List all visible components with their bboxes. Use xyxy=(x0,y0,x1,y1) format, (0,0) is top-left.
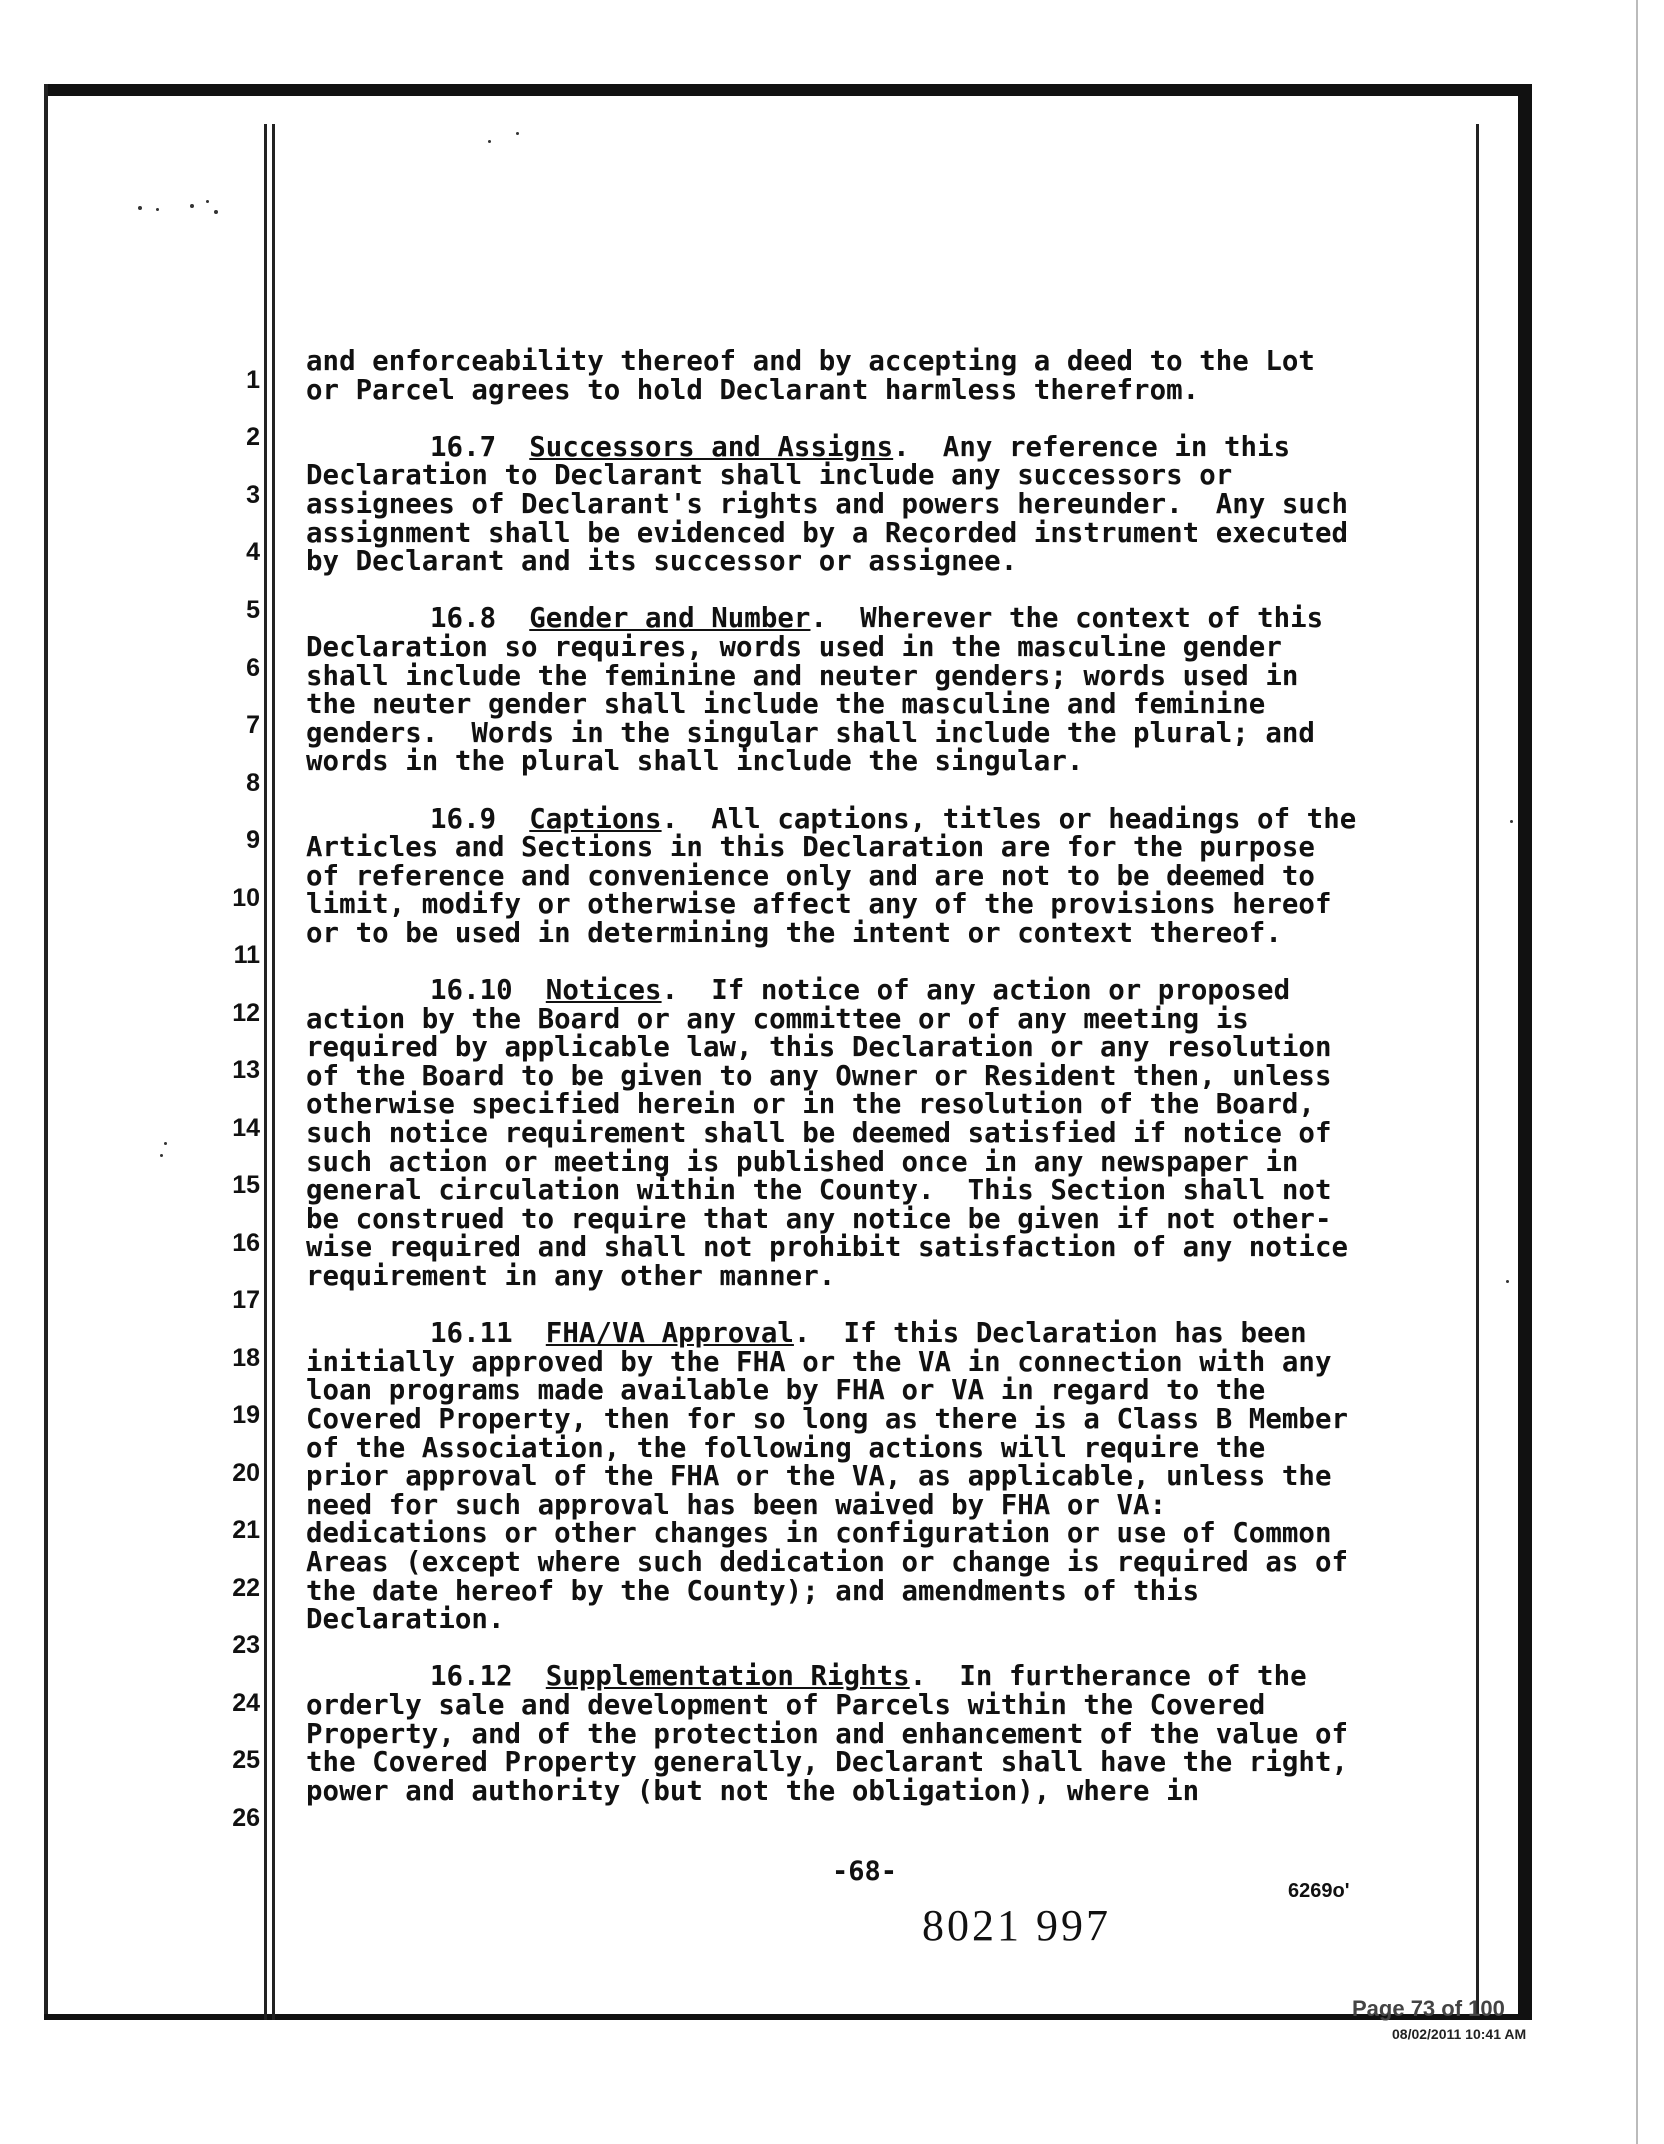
line-number: 18 xyxy=(232,1344,260,1372)
page-frame-top xyxy=(44,84,1530,96)
text-line: Property, and of the protection and enhancement of the value of xyxy=(306,1718,1349,1750)
section-number: 16.7 xyxy=(430,431,497,463)
page-frame-left xyxy=(44,84,48,2020)
section-16-9 xyxy=(306,803,1466,949)
text-line: . All captions, titles or headings of the xyxy=(661,803,1357,835)
left-margin-rule-second xyxy=(272,124,275,2020)
text-line: required by applicable law, this Declaration or any resolution xyxy=(306,1032,1332,1064)
line-number: 5 xyxy=(246,596,260,624)
text-line: or Parcel agrees to hold Declarant harmless therefrom. xyxy=(306,374,1200,406)
section-16-11 xyxy=(306,1320,1466,1635)
scan-speck xyxy=(160,1154,163,1157)
text-line: such action or meeting is published once in any newspaper in xyxy=(306,1146,1299,1178)
section-16-8 xyxy=(306,605,1466,777)
text-line: of the Board to be given to any Owner or Resident then, unless xyxy=(306,1060,1332,1092)
text-line: requirement in any other manner. xyxy=(306,1261,836,1292)
line-number: 16 xyxy=(232,1229,260,1257)
text-line: words in the plural shall include the singular. xyxy=(306,746,1084,778)
scan-speck xyxy=(214,210,218,214)
line-number: 15 xyxy=(232,1171,260,1199)
text-line: Areas (except where such dedication or change is required as of xyxy=(306,1546,1349,1578)
line-number: 14 xyxy=(232,1114,260,1142)
line-number: 9 xyxy=(246,826,260,854)
line-number: 10 xyxy=(232,884,260,912)
text-line: power and authority (but not the obligation), where in xyxy=(306,1775,1200,1807)
text-line: . In furtherance of the xyxy=(909,1661,1307,1693)
text-line: dedications or other changes in configuration or use of Common xyxy=(306,1518,1332,1550)
text-line: otherwise specified herein or in the resolution of the Board, xyxy=(306,1089,1315,1121)
line-number: 25 xyxy=(232,1746,260,1774)
scan-speck xyxy=(1510,820,1513,823)
paragraph-continuation xyxy=(306,348,1466,405)
section-number: 16.9 xyxy=(430,803,497,835)
line-number: 1 xyxy=(246,366,260,394)
section-number: 16.8 xyxy=(430,603,497,635)
text-line: wise required and shall not prohibit satisfaction of any notice xyxy=(306,1232,1349,1264)
line-number: 20 xyxy=(232,1459,260,1487)
scan-speck xyxy=(156,208,159,211)
text-line: general circulation within the County. This Section shall not xyxy=(306,1175,1332,1207)
section-number: 16.11 xyxy=(430,1318,513,1350)
text-line: Declaration. xyxy=(306,1604,505,1636)
text-line: action by the Board or any committee or of any meeting is xyxy=(306,1003,1249,1035)
scan-speck xyxy=(488,140,491,143)
text-line: the date hereof by the County); and amendments of this xyxy=(306,1575,1200,1607)
scan-speck xyxy=(190,204,194,208)
line-number: 19 xyxy=(232,1401,260,1429)
scan-speck xyxy=(206,200,209,203)
text-line: the neuter gender shall include the masculine and feminine xyxy=(306,689,1266,721)
scan-speck xyxy=(516,132,519,135)
document-code: 6269o' xyxy=(1288,1880,1350,1902)
line-number: 21 xyxy=(232,1516,260,1544)
text-line: the Covered Property generally, Declarant shall have the right, xyxy=(306,1747,1349,1779)
text-line: need for such approval has been waived by FHA or VA: xyxy=(306,1489,1167,1521)
section-16-12 xyxy=(306,1663,1466,1806)
line-number: 13 xyxy=(232,1056,260,1084)
line-number: 3 xyxy=(246,481,260,509)
line-number: 4 xyxy=(246,538,260,566)
scan-speck xyxy=(1506,1280,1509,1283)
section-heading: Supplementation Rights xyxy=(545,1661,910,1693)
section-heading: FHA/VA Approval xyxy=(545,1318,794,1350)
text-line: assignment shall be evidenced by a Recorded instrument executed xyxy=(306,517,1349,549)
line-number: 23 xyxy=(232,1631,260,1659)
line-number: 12 xyxy=(232,999,260,1027)
text-line: . Any reference in this xyxy=(893,431,1291,463)
line-number: 26 xyxy=(232,1804,260,1832)
text-line: initially approved by the FHA or the VA in connection with any xyxy=(306,1346,1332,1378)
line-number: 17 xyxy=(232,1286,260,1314)
text-line: assignees of Declarant's rights and powers hereunder. Any such xyxy=(306,488,1349,520)
line-number: 6 xyxy=(246,654,260,682)
text-line: . Wherever the context of this xyxy=(810,603,1324,635)
page-frame-bottom xyxy=(44,2014,1532,2020)
text-line: such notice requirement shall be deemed satisfied if notice of xyxy=(306,1118,1332,1150)
text-line: prior approval of the FHA or the VA, as applicable, unless the xyxy=(306,1461,1332,1493)
page-frame-right xyxy=(1518,84,1532,2014)
text-line: or to be used in determining the intent or context thereof. xyxy=(306,917,1282,949)
print-timestamp: 08/02/2011 10:41 AM xyxy=(1392,2026,1527,2042)
section-number: 16.12 xyxy=(430,1661,513,1693)
section-heading: Successors and Assigns xyxy=(529,431,894,463)
text-line: Covered Property, then for so long as there is a Class B Member xyxy=(306,1403,1349,1435)
line-number: 7 xyxy=(246,711,260,739)
text-line: limit, modify or otherwise affect any of the provisions hereof xyxy=(306,889,1332,921)
section-number: 16.10 xyxy=(430,975,513,1007)
right-margin-rule xyxy=(1476,124,1479,2020)
scan-speck xyxy=(138,206,142,210)
scan-page-edge xyxy=(1636,0,1638,2144)
text-line: . If this Declaration has been xyxy=(793,1318,1307,1350)
left-margin-rule xyxy=(264,124,267,2020)
text-line: of the Association, the following actions will require the xyxy=(306,1432,1266,1464)
text-line: and enforceability thereof and by accepting a deed to the Lot xyxy=(306,346,1315,377)
line-number: 11 xyxy=(233,941,260,969)
text-line: Articles and Sections in this Declaration are for the purpose xyxy=(306,832,1315,864)
line-number: 2 xyxy=(246,423,260,451)
text-line: of reference and convenience only and are not to be deemed to xyxy=(306,860,1315,892)
section-heading: Captions xyxy=(529,803,662,835)
text-line: genders. Words in the singular shall include the plural; and xyxy=(306,717,1315,749)
text-line: . If notice of any action or proposed xyxy=(661,975,1291,1007)
text-line: Declaration so requires, words used in the masculine gender xyxy=(306,631,1282,663)
line-number: 22 xyxy=(232,1574,260,1602)
line-number: 24 xyxy=(232,1689,260,1717)
text-line: shall include the feminine and neuter genders; words used in xyxy=(306,660,1299,692)
text-line: by Declarant and its successor or assignee. xyxy=(306,546,1018,578)
document-body xyxy=(306,348,1466,1806)
section-16-7 xyxy=(306,431,1466,578)
text-line: loan programs made available by FHA or VA in regard to the xyxy=(306,1375,1266,1407)
section-heading: Gender and Number xyxy=(529,603,811,635)
scan-speck xyxy=(164,1142,167,1145)
line-number: 8 xyxy=(246,769,260,797)
text-line: be construed to require that any notice be given if not other- xyxy=(306,1203,1332,1235)
section-heading: Notices xyxy=(545,975,662,1007)
text-line: orderly sale and development of Parcels within the Covered xyxy=(306,1689,1266,1721)
section-16-10 xyxy=(306,977,1466,1292)
book-page-number: 8021 997 xyxy=(922,1901,1111,1950)
page-number: -68- xyxy=(832,1856,898,1887)
page-count-stamp: Page 73 of 100 xyxy=(1352,1996,1505,2021)
text-line: Declaration to Declarant shall include any successors or xyxy=(306,460,1233,492)
